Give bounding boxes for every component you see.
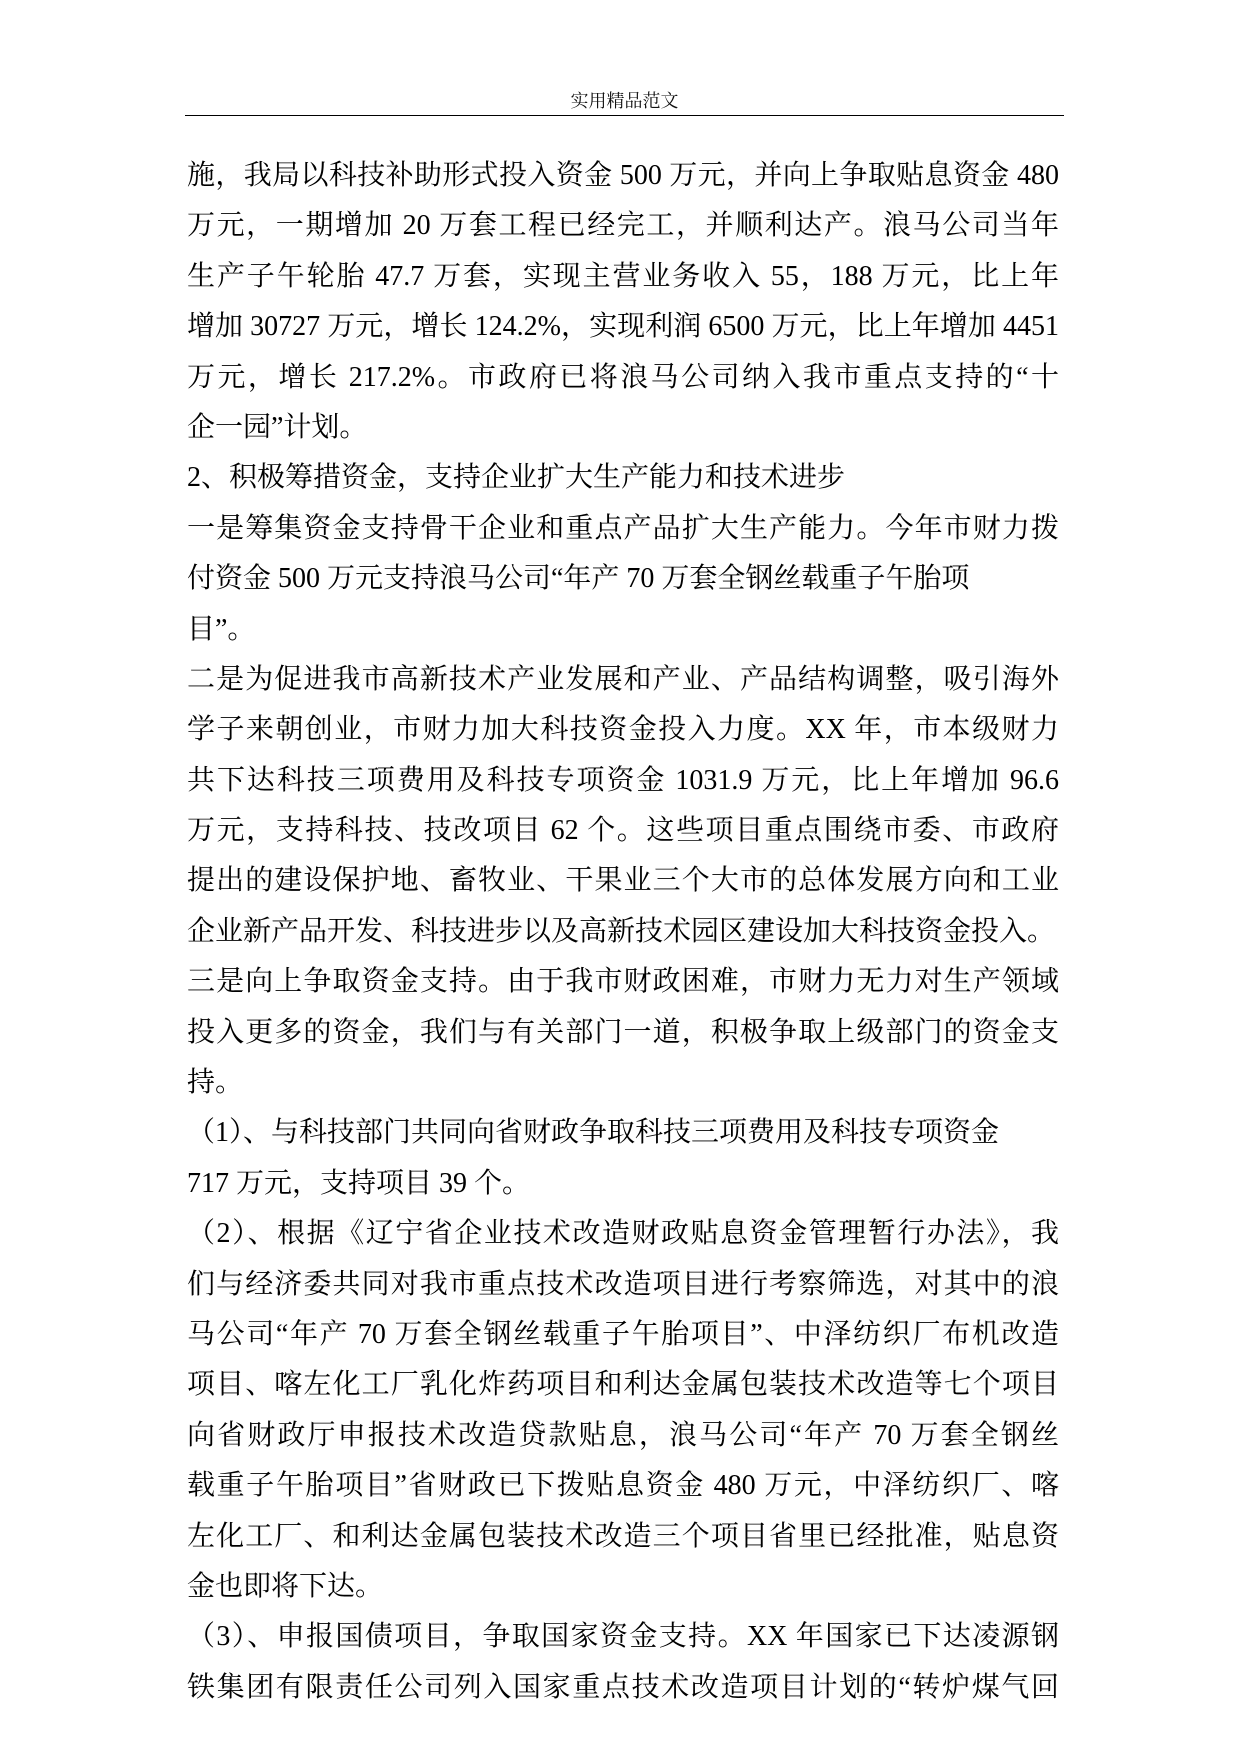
text-line: 一是筹集资金支持骨干企业和重点产品扩大生产能力。今年市财力拨 [187,512,1059,544]
paragraph-point-1 [187,504,1059,655]
text-line: 付资金 500 万元支持浪马公司“年产 70 万套全钢丝载重子午胎项 [187,563,970,595]
text-line: 左化工厂、和利达金属包装技术改造三个项目省里已经批准，贴息资 [187,1520,1059,1552]
text-line: 载重子午胎项目”省财政已下拨贴息资金 480 万元，中泽纺织厂、喀 [187,1470,1059,1502]
text-line: 万元，支持科技、技改项目 62 个。这些项目重点围绕市委、市政府 [187,815,1059,847]
paragraph-subitem-3 [187,1612,1059,1713]
text-line: 万元，一期增加 20 万套工程已经完工，并顺利达产。浪马公司当年 [187,210,1059,242]
paragraph-point-2 [187,655,1059,957]
header-title: 实用精品范文 [570,91,679,111]
text-line: 持。 [187,1067,244,1099]
text-line: 学子来朝创业，市财力加大科技资金投入力度。XX 年，市本级财力 [187,714,1059,746]
section-heading-text: 2、积极筹措资金，支持企业扩大生产能力和技术进步 [187,462,846,494]
text-line: 共下达科技三项费用及科技专项资金 1031.9 万元，比上年增加 96.6 [187,764,1059,796]
text-line: 提出的建设保护地、畜牧业、干果业三个大市的总体发展方向和工业 [187,865,1059,897]
document-body [187,151,1059,1713]
paragraph-subitem-2 [187,1209,1059,1612]
text-line: 们与经济委共同对我市重点技术改造项目进行考察筛选，对其中的浪 [187,1268,1059,1300]
text-line: 企一园”计划。 [187,411,368,443]
page-header [185,88,1064,116]
text-line: 项目、喀左化工厂乳化炸药项目和利达金属包装技术改造等七个项目 [187,1369,1059,1401]
text-line: 生产子午轮胎 47.7 万套，实现主营业务收入 55，188 万元，比上年 [187,260,1059,292]
paragraph-subitem-1 [187,1108,1059,1209]
text-line: 三是向上争取资金支持。由于我市财政困难，市财力无力对生产领域 [187,966,1059,998]
text-line: 二是为促进我市高新技术产业发展和产业、产品结构调整，吸引海外 [187,663,1059,695]
text-line: 投入更多的资金，我们与有关部门一道，积极争取上级部门的资金支 [187,1016,1059,1048]
text-line: 铁集团有限责任公司列入国家重点技术改造项目计划的“转炉煤气回 [187,1671,1059,1703]
section-heading-2 [187,453,1059,503]
text-line: 金也即将下达。 [187,1570,384,1602]
text-line: 目”。 [187,613,256,645]
text-line: 增加 30727 万元，增长 124.2%，实现利润 6500 万元，比上年增加 4451 [187,311,1059,343]
text-line: 马公司“年产 70 万套全钢丝载重子午胎项目”、中泽纺织厂布机改造 [187,1318,1059,1350]
text-line: 万元，增长 217.2%。市政府已将浪马公司纳入我市重点支持的“十 [187,361,1059,393]
text-line: 企业新产品开发、科技进步以及高新技术园区建设加大科技资金投入。 [187,915,1056,947]
text-line: （2）、根据《辽宁省企业技术改造财政贴息资金管理暂行办法》，我 [187,1218,1059,1250]
paragraph-point-3 [187,957,1059,1108]
text-line: 向省财政厅申报技术改造贷款贴息，浪马公司“年产 70 万套全钢丝 [187,1419,1059,1451]
text-line: （1）、与科技部门共同向省财政争取科技三项费用及科技专项资金 [187,1117,1000,1149]
text-line: 717 万元，支持项目 39 个。 [187,1167,531,1199]
text-line: （3）、申报国债项目，争取国家资金支持。XX 年国家已下达凌源钢 [187,1621,1059,1653]
text-line: 施，我局以科技补助形式投入资金 500 万元，并向上争取贴息资金 480 [187,160,1059,191]
paragraph-continued [187,151,1059,453]
